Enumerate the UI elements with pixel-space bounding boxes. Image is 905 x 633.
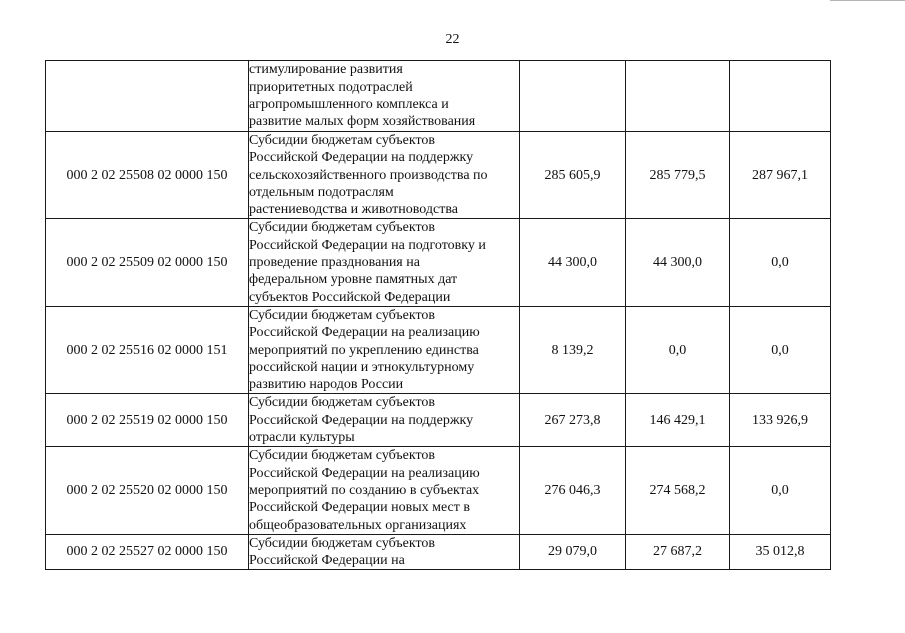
budget-code-cell: 000 2 02 25516 02 0000 151 (46, 306, 249, 393)
amount-cell-2: 285 779,5 (626, 132, 730, 219)
description-cell (249, 534, 520, 570)
description-line: Российской Федерации на поддержку (249, 150, 474, 166)
amount-cell-2: 146 429,1 (626, 394, 730, 447)
description-line: сельскохозяйственного производства по (249, 167, 488, 183)
description-line: Российской Федерации на (249, 553, 405, 569)
amount-cell-3: 0,0 (730, 447, 831, 534)
description-line: растениеводства и животноводства (249, 202, 458, 218)
amount-cell-3: 0,0 (730, 219, 831, 306)
amount-cell-1 (520, 61, 626, 132)
amount-cell-3 (730, 61, 831, 132)
description-line: Субсидии бюджетам субъектов (249, 307, 436, 323)
description-line: общеобразовательных организациях (249, 517, 467, 533)
budget-code-cell: 000 2 02 25519 02 0000 150 (46, 394, 249, 447)
description-line: Российской Федерации на реализацию (249, 465, 480, 481)
amount-cell-1: 276 046,3 (520, 447, 626, 534)
description-cell (249, 306, 520, 393)
amount-cell-3: 0,0 (730, 306, 831, 393)
description-cell (249, 219, 520, 306)
table-row (46, 132, 831, 219)
amount-cell-3: 35 012,8 (730, 534, 831, 570)
description-line: Субсидии бюджетам субъектов (249, 535, 436, 551)
budget-code-cell: 000 2 02 25527 02 0000 150 (46, 534, 249, 570)
description-line: Субсидии бюджетам субъектов (249, 220, 436, 236)
description-line: проведение празднования на (249, 255, 420, 271)
table-row (46, 534, 831, 570)
amount-cell-2: 0,0 (626, 306, 730, 393)
amount-cell-1: 8 139,2 (520, 306, 626, 393)
budget-code-cell: 000 2 02 25509 02 0000 150 (46, 219, 249, 306)
scan-edge-line (830, 0, 905, 1)
budget-code-cell: 000 2 02 25508 02 0000 150 (46, 132, 249, 219)
description-cell (249, 132, 520, 219)
table-row (46, 306, 831, 393)
amount-cell-2: 27 687,2 (626, 534, 730, 570)
description-line: Субсидии бюджетам субъектов (249, 133, 436, 148)
description-line: агропромышленного комплекса и (249, 97, 449, 112)
table-row (46, 394, 831, 447)
description-line: Субсидии бюджетам субъектов (249, 448, 436, 464)
table-row (46, 61, 831, 132)
amount-cell-1: 44 300,0 (520, 219, 626, 306)
description-line: федеральном уровне памятных дат (249, 272, 458, 288)
description-line: субъектов Российской Федерации (249, 289, 451, 305)
description-line: Российской Федерации на подготовку и (249, 237, 486, 253)
budget-code-cell (46, 61, 249, 132)
description-line: Российской Федерации на реализацию (249, 325, 480, 341)
budget-code-cell: 000 2 02 25520 02 0000 150 (46, 447, 249, 534)
description-line: российской нации и этнокультурному (249, 359, 475, 375)
description-line: развитию народов России (249, 377, 404, 393)
table-row (46, 219, 831, 306)
description-cell (249, 394, 520, 447)
budget-table-body (46, 61, 831, 570)
description-line: Субсидии бюджетам субъектов (249, 395, 436, 411)
description-line: мероприятий по созданию в субъектах (249, 482, 480, 498)
amount-cell-2 (626, 61, 730, 132)
description-line: мероприятий по укреплению единства (249, 342, 479, 358)
description-line: Российской Федерации новых мест в (249, 500, 470, 516)
description-line: приоритетных подотраслей (249, 79, 413, 95)
amount-cell-3: 287 967,1 (730, 132, 831, 219)
description-cell (249, 61, 520, 132)
amount-cell-1: 267 273,8 (520, 394, 626, 447)
budget-table (45, 60, 831, 570)
amount-cell-1: 285 605,9 (520, 132, 626, 219)
amount-cell-2: 44 300,0 (626, 219, 730, 306)
description-cell (249, 447, 520, 534)
description-line: стимулирование развития (249, 62, 403, 78)
description-line: отдельным подотраслям (249, 184, 394, 200)
amount-cell-1: 29 079,0 (520, 534, 626, 570)
amount-cell-3: 133 926,9 (730, 394, 831, 447)
page-number: 22 (445, 32, 460, 47)
description-line: Российской Федерации на поддержку (249, 412, 474, 428)
description-line: развитие малых форм хозяйствования (249, 114, 476, 130)
table-row (46, 447, 831, 534)
amount-cell-2: 274 568,2 (626, 447, 730, 534)
description-line: отрасли культуры (249, 430, 355, 446)
